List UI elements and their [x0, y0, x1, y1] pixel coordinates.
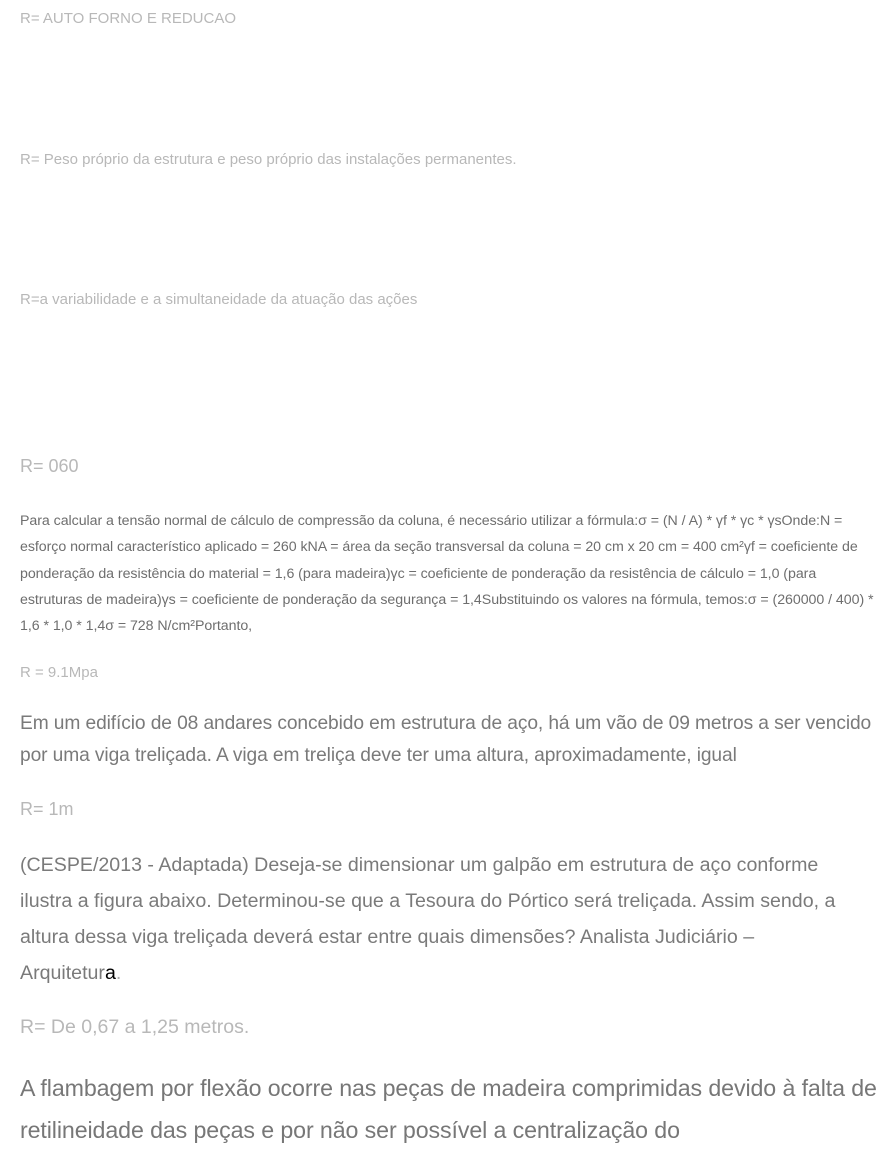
cespe-question-text: (CESPE/2013 - Adaptada) Deseja-se dimensionar um galpão em estrutura de aço conforme ilustra a figura abaixo. Determinou-se que a Tesoura do Pórtico será treliçada. Assim sendo, a altura dessa viga treliçada deverá estar entre quais dimensões? Analista Judiciário – Arquitetur	[20, 854, 836, 984]
cespe-question-period: .	[115, 962, 122, 984]
paragraph-steel-truss-question: Em um edifício de 08 andares concebido em estrutura de aço, há um vão de 09 metros a ser vencido por uma viga treliçada. A viga em treliça deve ter uma altura, aproximadamente, igual	[20, 713, 872, 766]
paragraph-flambagem: A flambagem por flexão ocorre nas peças de madeira comprimidas devido à falta de retilineidade das peças e por não ser possível a centralização do	[20, 1075, 877, 1143]
answer-auto-forno: R= AUTO FORNO E REDUCAO	[20, 10, 237, 27]
answer-1m: R= 1m	[20, 799, 74, 819]
answer-peso-proprio: R= Peso próprio da estrutura e peso próprio das instalações permanentes.	[20, 151, 517, 168]
paragraph-cespe-question	[20, 847, 840, 991]
paragraph-compression-formula: Para calcular a tensão normal de cálculo de compressão da coluna, é necessário utilizar a fórmula:σ = (N / A) * γf * γc * γsOnde:N = esforço normal característico aplicado = 260 kNA = área da seção transversal da coluna = 20 cm x 20 cm = 400 cm²γf = coeficiente de ponderação da resistência do material = 1,6 (para madeira)γc = coeficiente de ponderação da resistência de cálculo = 1,0 (para estruturas de madeira)γs = coeficiente de ponderação da segurança = 1,4Substituindo os valores na fórmula, temos:σ = (260000 / 400) * 1,6 * 1,0 * 1,4σ = 728 N/cm²Portanto,	[20, 513, 874, 635]
answer-variabilidade: R=a variabilidade e a simultaneidade da atuação das ações	[20, 291, 418, 308]
cespe-question-highlight-letter: a	[104, 962, 116, 984]
answer-9-1-mpa: R = 9.1Mpa	[20, 664, 98, 681]
answer-0-67-1-25: R= De 0,67 a 1,25 metros.	[20, 1016, 250, 1038]
answer-060: R= 060	[20, 456, 79, 476]
